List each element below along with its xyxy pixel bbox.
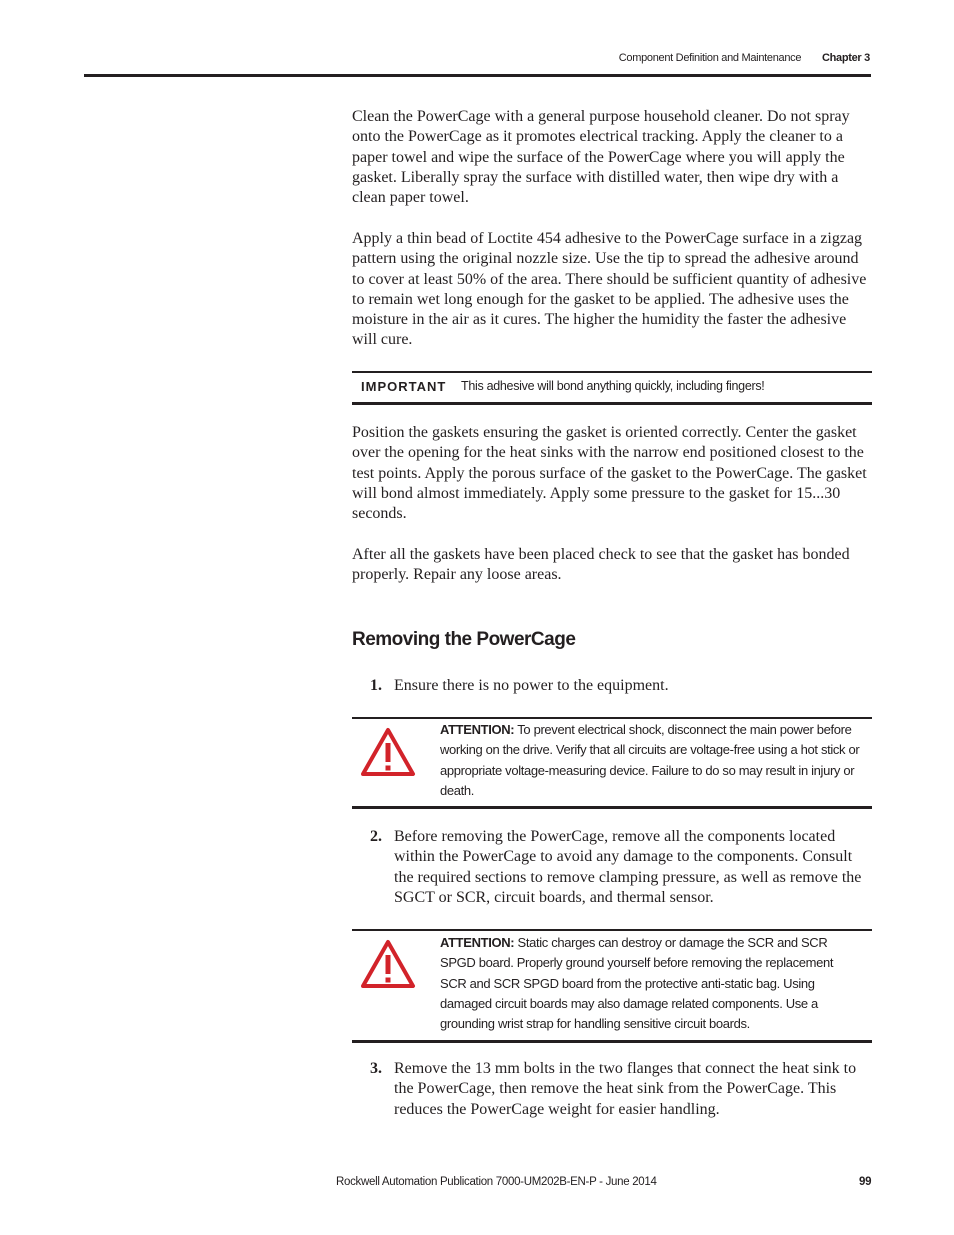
page-number: 99 (859, 1176, 872, 1188)
footer-publication: Rockwell Automation Publication 7000-UM202B-EN-P - June 2014 (336, 1176, 657, 1188)
step-text: Remove the 13 mm bolts in the two flanges that connect the heat sink to the PowerCage, then remove the heat sink from the PowerCage. This reduces the PowerCage weight for easier handling. (394, 1060, 857, 1118)
attention-body: To prevent electrical shock, disconnect the main power before working on the drive. Verify that all circuits are voltage-free using a hot stick or appropriate voltage-measuring device. Failure to do so may result in injury or death. (440, 722, 860, 798)
step-text: Before removing the PowerCage, remove all the components located within the PowerCage to avoid any damage to the components. Consult the required sections to remove clamping pressure, as well as remove the SGCT or SCR, circuit boards, and thermal sensor. (394, 828, 862, 906)
warning-triangle-icon (360, 939, 416, 989)
attention-label: ATTENTION: (440, 935, 515, 950)
warning-triangle-icon (360, 727, 416, 777)
step-number: 1. (370, 677, 382, 694)
attention-box-static (352, 929, 872, 1043)
important-label: IMPORTANT (361, 379, 447, 394)
attention-box-electrical (352, 717, 872, 809)
important-note (352, 371, 872, 405)
section-heading: Removing the PowerCage (352, 629, 576, 650)
paragraph-position: Position the gaskets ensuring the gasket is oriented correctly. Center the gasket over the opening for the heat sinks with the narrow end positioned closest to the test points. Apply the porous surface of the gasket to the PowerCage. The gasket will bond almost immediately. Apply some pressure to the gasket for 15...30 seconds. (352, 424, 867, 523)
paragraph-clean: Clean the PowerCage with a general purpose household cleaner. Do not spray onto the PowerCage as it promotes electrical tracking. Apply the cleaner to a paper towel and wipe the surface of the PowerCage where you will apply the gasket. Liberally spray the surface with distilled water, then wipe dry with a clean paper towel. (352, 108, 850, 207)
step-text: Ensure there is no power to the equipment. (394, 677, 669, 694)
attention-text (440, 933, 860, 1034)
paragraph-after: After all the gaskets have been placed check to see that the gasket has bonded properly. Repair any loose areas. (352, 546, 850, 584)
attention-body: Static charges can destroy or damage the SCR and SCR SPGD board. Properly ground yourself before removing the replacement SCR and SCR SPGD board from the protective anti-static bag. Using damaged circuit boards may also damage related components. Use a grounding wrist strap for handling sensitive circuit boards. (440, 935, 834, 1032)
header-chapter: Chapter 3 (821, 52, 870, 64)
header-section-title: Component Definition and Maintenance (618, 52, 802, 64)
header-rule (84, 74, 871, 77)
running-header (619, 52, 870, 64)
paragraph-adhesive: Apply a thin bead of Loctite 454 adhesive to the PowerCage surface in a zigzag pattern using the original nozzle size. Use the tip to spread the adhesive around to cover at least 50% of the area. There should be sufficient quantity of adhesive to remain wet long enough for the gasket to be applied. The adhesive uses the moisture in the air as it cures. The higher the humidity the faster the adhesive will cure. (352, 230, 867, 349)
step-number: 3. (370, 1060, 382, 1077)
important-text: This adhesive will bond anything quickly, including fingers! (461, 379, 765, 393)
attention-label: ATTENTION: (440, 722, 515, 737)
attention-text (440, 720, 860, 801)
step-number: 2. (370, 828, 382, 845)
